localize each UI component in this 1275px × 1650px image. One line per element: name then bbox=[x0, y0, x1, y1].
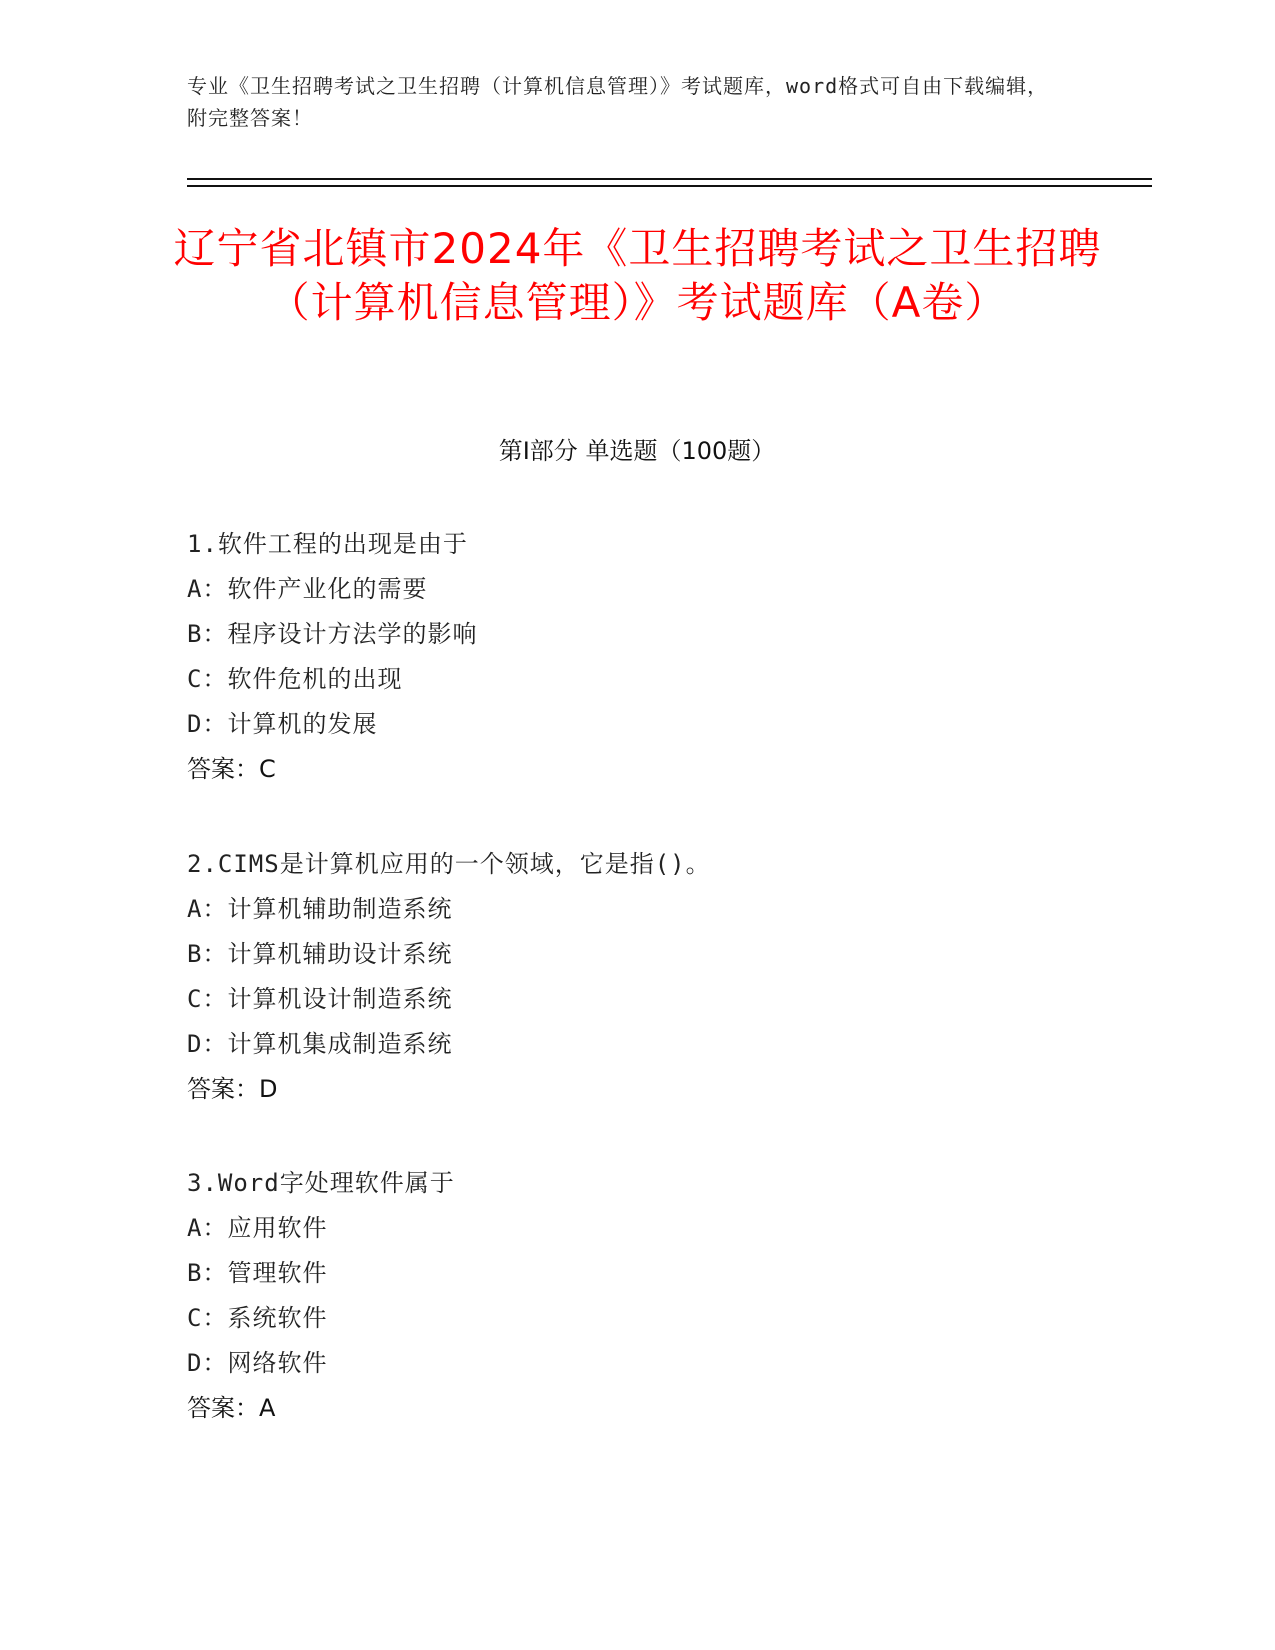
option-a: A：应用软件 bbox=[187, 1214, 328, 1242]
option-b: B：管理软件 bbox=[187, 1259, 328, 1287]
question-stem: 2.CIMS是计算机应用的一个领域，它是指()。 bbox=[187, 850, 711, 878]
document-title: 辽宁省北镇市2024年《卫生招聘考试之卫生招聘（计算机信息管理）》考试题库（A卷） bbox=[173, 224, 1102, 327]
section-title: 第I部分 单选题（100题） bbox=[498, 437, 776, 465]
question-block bbox=[187, 528, 1087, 798]
question-block bbox=[187, 848, 1087, 1118]
question-block bbox=[187, 1167, 1087, 1437]
header-divider-bottom bbox=[187, 185, 1152, 187]
option-d: D：计算机的发展 bbox=[187, 710, 378, 738]
option-c: C：计算机设计制造系统 bbox=[187, 985, 453, 1013]
option-c: C：软件危机的出现 bbox=[187, 665, 403, 693]
answer-line: 答案：C bbox=[187, 755, 276, 783]
option-a: A：计算机辅助制造系统 bbox=[187, 895, 453, 923]
answer-line: 答案：D bbox=[187, 1075, 278, 1103]
header-divider-top bbox=[187, 178, 1152, 180]
option-d: D：计算机集成制造系统 bbox=[187, 1030, 453, 1058]
header-note: 专业《卫生招聘考试之卫生招聘（计算机信息管理）》考试题库，word格式可自由下载编辑，附完整答案！ bbox=[187, 74, 1049, 130]
option-b: B：程序设计方法学的影响 bbox=[187, 620, 478, 648]
question-stem: 1.软件工程的出现是由于 bbox=[187, 530, 468, 558]
option-b: B：计算机辅助设计系统 bbox=[187, 940, 453, 968]
option-c: C：系统软件 bbox=[187, 1304, 328, 1332]
answer-line: 答案：A bbox=[187, 1394, 276, 1422]
question-stem: 3.Word字处理软件属于 bbox=[187, 1169, 455, 1197]
option-a: A：软件产业化的需要 bbox=[187, 575, 428, 603]
option-d: D：网络软件 bbox=[187, 1349, 328, 1377]
